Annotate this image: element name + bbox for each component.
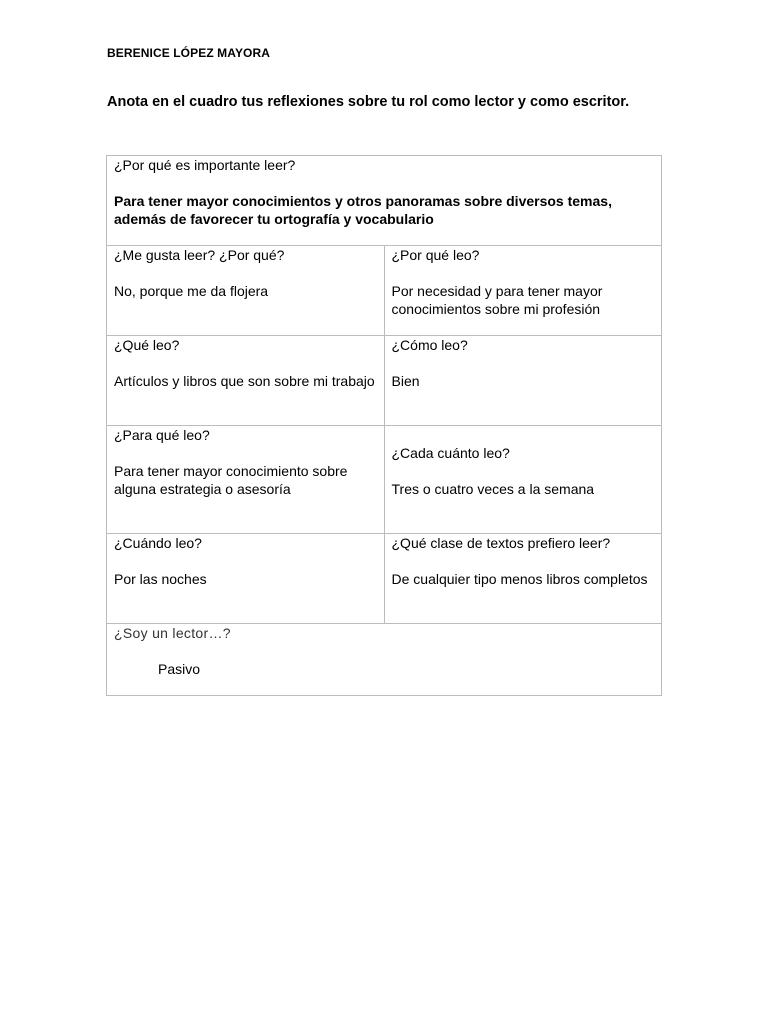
table-row [107, 624, 662, 696]
reflection-table [106, 155, 662, 696]
question-label: ¿Qué leo? [114, 337, 180, 353]
table-cell [384, 534, 662, 624]
question-label: ¿Qué clase de textos prefiero leer? [391, 535, 611, 551]
answer-text: Artículos y libros que son sobre mi trabajo [114, 373, 375, 389]
table-cell [107, 426, 385, 534]
answer-text: Para tener mayor conocimiento sobre alguna estrategia o asesoría [114, 463, 348, 497]
question-label: ¿Cada cuánto leo? [391, 445, 510, 461]
answer-text: Tres o cuatro veces a la semana [391, 481, 595, 497]
answer-text: Por necesidad y para tener mayor conocimientos sobre mi profesión [391, 283, 603, 317]
table-row [107, 246, 662, 336]
table-cell [107, 534, 385, 624]
question-label: ¿Por qué leo? [391, 247, 480, 263]
answer-text: No, porque me da flojera [114, 283, 269, 299]
table-row [107, 336, 662, 426]
question-label: ¿Soy un lector…? [114, 625, 231, 641]
question-label: ¿Cuándo leo? [114, 535, 202, 551]
table-cell [107, 336, 385, 426]
table-row [107, 156, 662, 246]
table-row [107, 534, 662, 624]
question-label: ¿Por qué es importante leer? [114, 157, 296, 173]
answer-text: De cualquier tipo menos libros completos [391, 571, 648, 587]
table-cell-reader-type [107, 624, 662, 696]
table-cell [384, 426, 662, 534]
author-name: BERENICE LÓPEZ MAYORA [107, 46, 271, 60]
table-cell [384, 336, 662, 426]
question-label: ¿Me gusta leer? ¿Por qué? [114, 247, 285, 263]
answer-text: Bien [391, 373, 420, 389]
table-row [107, 426, 662, 534]
table-cell [107, 246, 385, 336]
answer-text: Pasivo [158, 661, 201, 677]
question-label: ¿Cómo leo? [391, 337, 468, 353]
table-cell-importance [107, 156, 662, 246]
answer-text: Por las noches [114, 571, 207, 587]
answer-text: Para tener mayor conocimientos y otros panoramas sobre diversos temas, además de favorecer tu ortografía y vocabulario [114, 193, 612, 227]
table-cell [384, 246, 662, 336]
question-label: ¿Para qué leo? [114, 427, 210, 443]
instruction-heading: Anota en el cuadro tus reflexiones sobre tu rol como lector y como escritor. [107, 94, 630, 110]
